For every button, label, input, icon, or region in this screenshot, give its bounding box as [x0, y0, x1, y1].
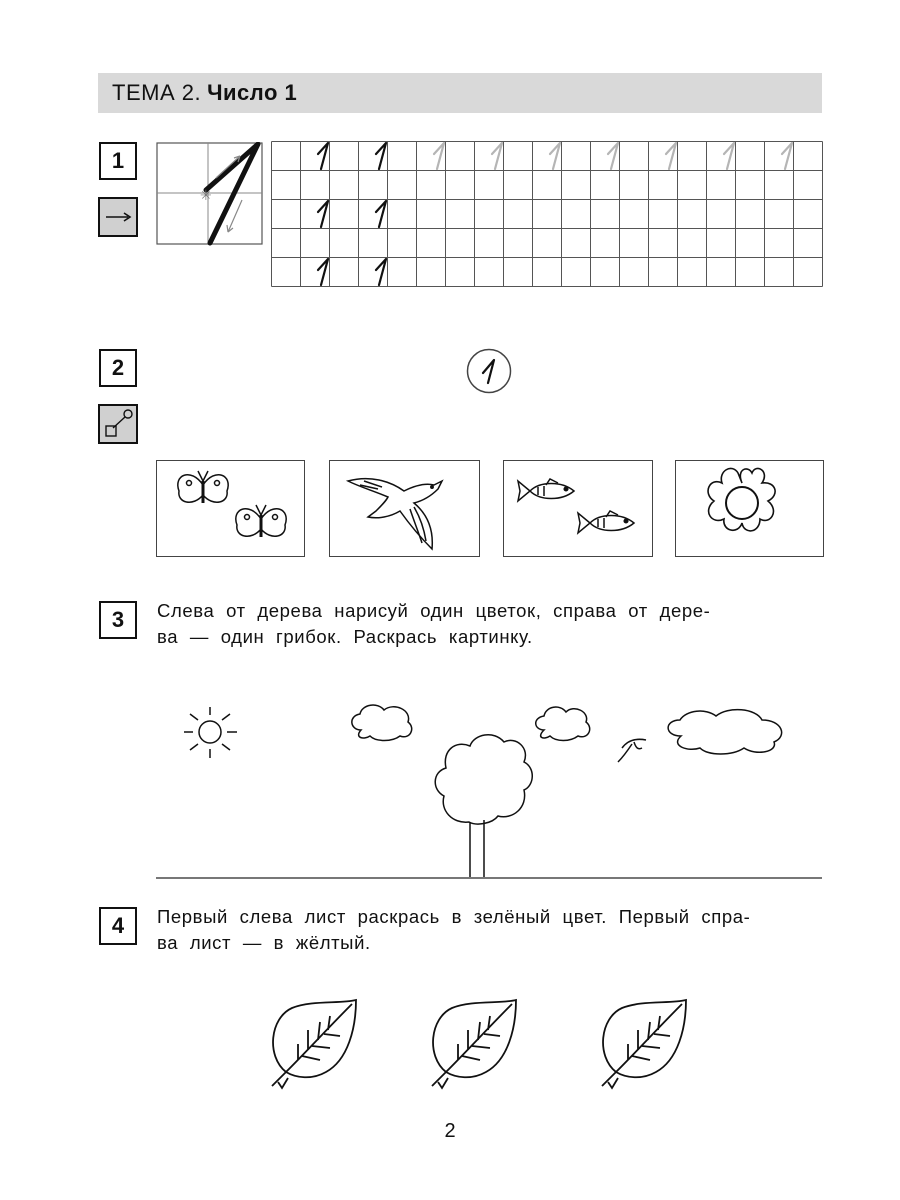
task-3-line-2: ва — один грибок. Раскрась картинку.: [157, 626, 533, 647]
sun-icon: [184, 707, 237, 758]
task-2-number: 2: [99, 349, 137, 387]
task-3-text: [157, 598, 827, 650]
task-3-line-1: Слева от дерева нарисуй один цветок, справа от дере-: [157, 600, 711, 621]
trace-digit: [492, 143, 502, 169]
arrow-right-icon: [98, 197, 138, 237]
topic-title: Число 1: [207, 80, 298, 105]
task-3-number: 3: [99, 601, 137, 639]
leaf-middle[interactable]: [428, 998, 522, 1095]
landscape-drawing[interactable]: [156, 690, 826, 890]
picture-bird[interactable]: [329, 460, 480, 557]
task-4-text: [157, 904, 827, 956]
task-4-line-2: ва лист — в жёлтый.: [157, 932, 371, 953]
picture-fish[interactable]: [503, 460, 653, 557]
svg-text:✳: ✳: [200, 188, 212, 204]
sample-digit: [318, 259, 328, 285]
sample-digit: [318, 143, 328, 169]
trace-digit: [550, 143, 560, 169]
trace-digit: [724, 143, 734, 169]
practice-grid[interactable]: [271, 141, 824, 294]
digit-sample-box: [156, 142, 264, 251]
trace-digit: [782, 143, 792, 169]
task-1-number: 1: [99, 142, 137, 180]
trace-digit: [434, 143, 444, 169]
task-4-line-1: Первый слева лист раскрась в зелёный цвет. Первый спра-: [157, 906, 751, 927]
trace-digit: [666, 143, 676, 169]
sample-digit: [376, 259, 386, 285]
sample-digit: [318, 201, 328, 227]
topic-header: [112, 80, 297, 106]
page-number: 2: [444, 1120, 456, 1142]
picture-butterflies[interactable]: [156, 460, 305, 557]
picture-flower[interactable]: [675, 460, 824, 557]
leaf-left[interactable]: [268, 998, 362, 1095]
topic-label: ТЕМА 2.: [112, 80, 202, 105]
sample-digit: [376, 201, 386, 227]
task-4-number: 4: [99, 907, 137, 945]
connect-lines-icon: [98, 404, 138, 444]
sample-digit: [376, 143, 386, 169]
leaf-right[interactable]: [598, 998, 692, 1095]
number-circle: [466, 348, 512, 399]
trace-digit: [608, 143, 618, 169]
